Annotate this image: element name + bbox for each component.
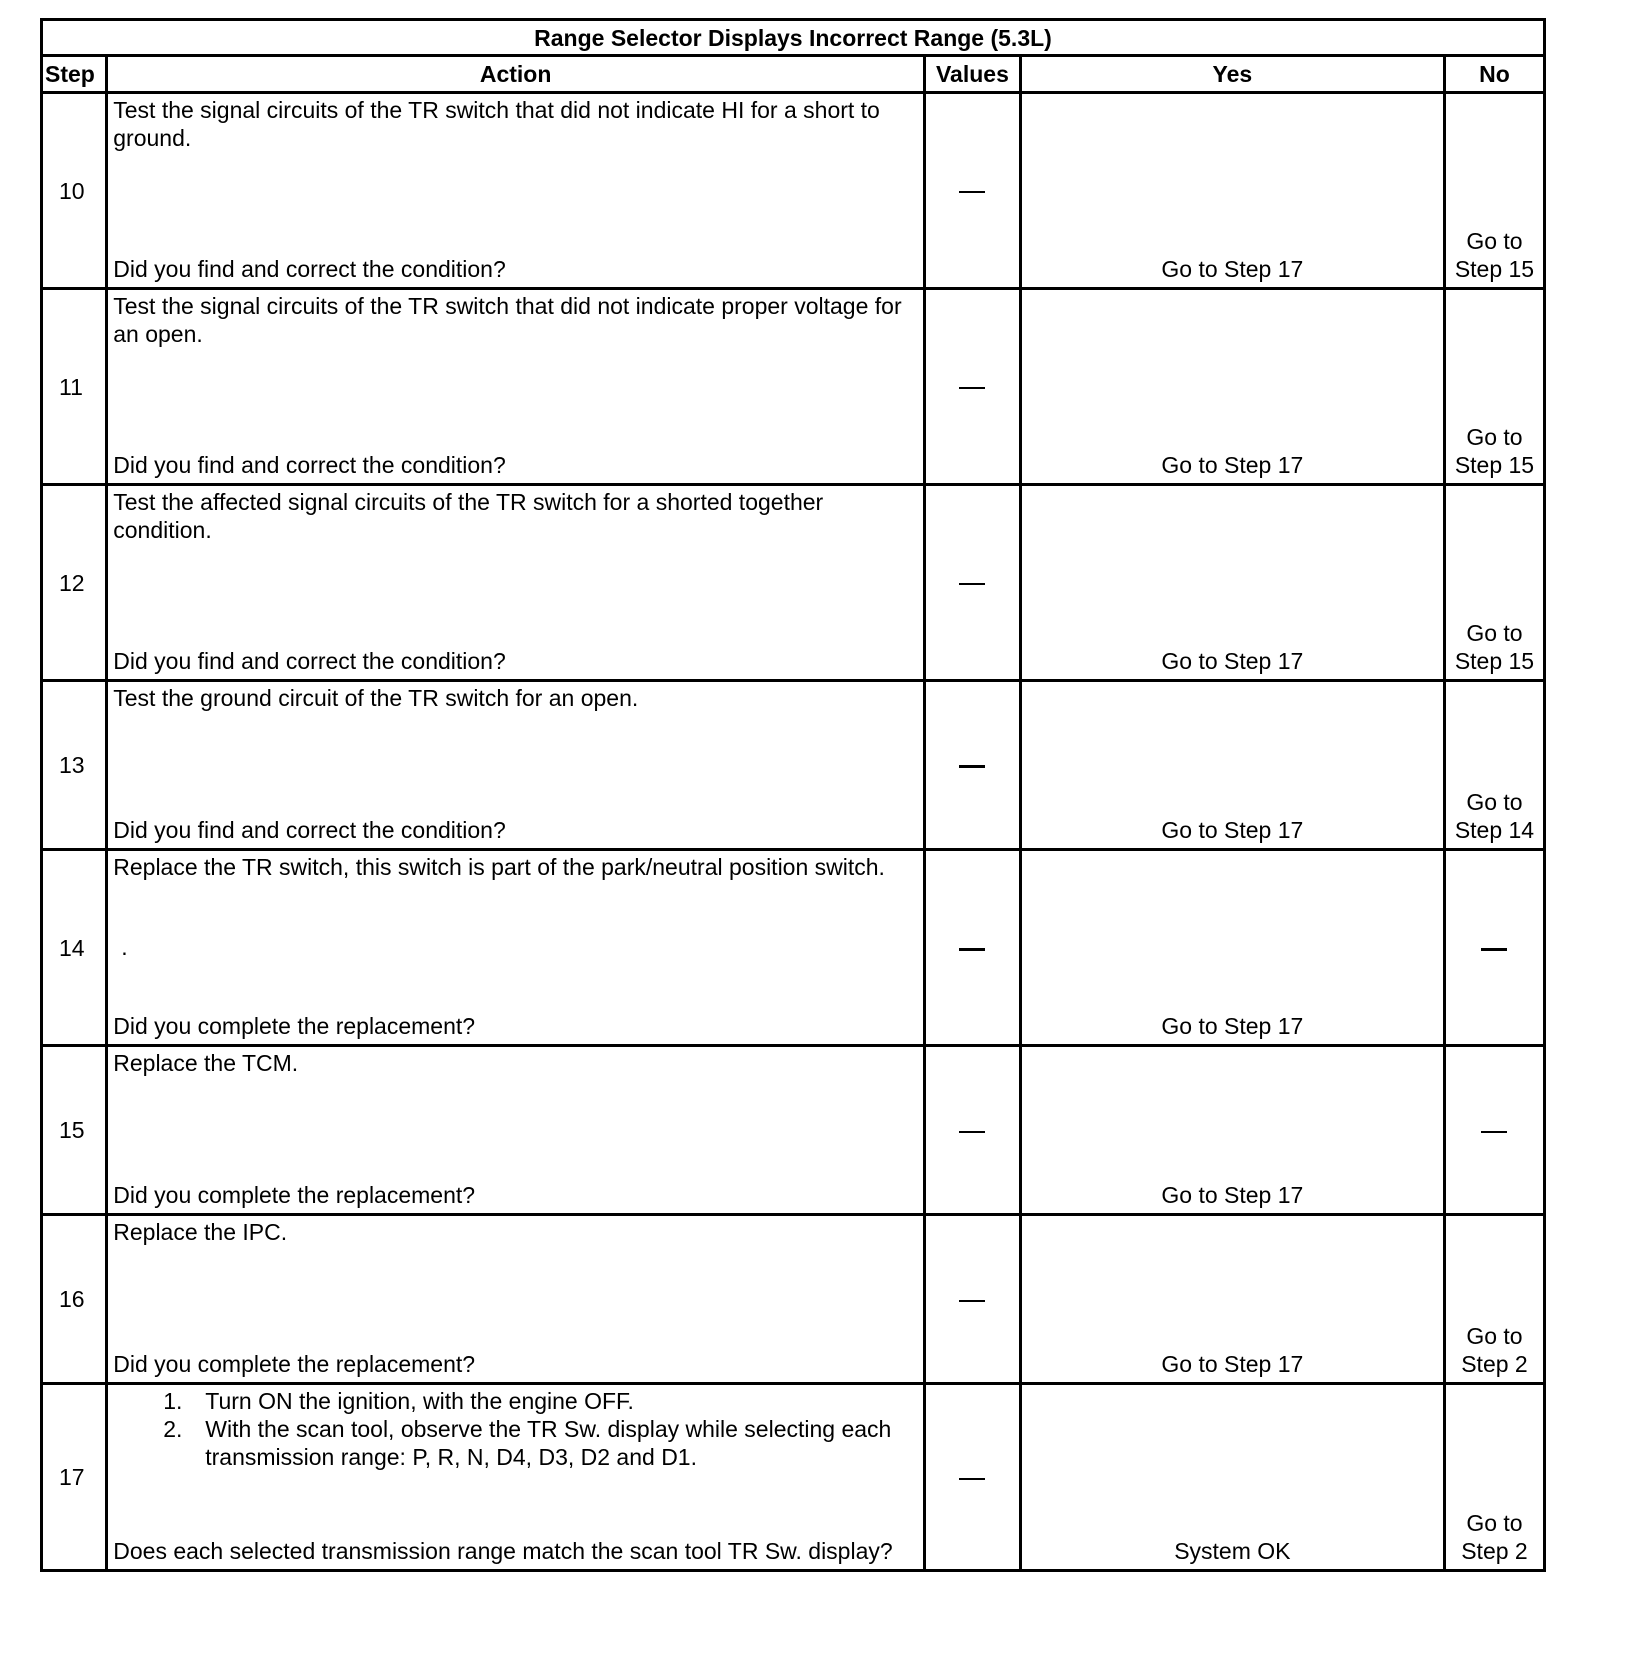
list-item-number: 1. bbox=[163, 1388, 183, 1414]
action-question: Did you find and correct the condition? bbox=[113, 817, 506, 843]
yes-result: Go to Step 17 bbox=[1020, 1046, 1444, 1215]
step-number: 16 bbox=[42, 1215, 107, 1384]
step-number: 10 bbox=[42, 93, 107, 289]
action-steps-list bbox=[113, 1387, 917, 1471]
values-cell bbox=[925, 1384, 1021, 1571]
action-question: Did you complete the replacement? bbox=[113, 1351, 476, 1377]
no-result bbox=[1444, 850, 1544, 1046]
action-cell bbox=[107, 1046, 925, 1215]
step-number: 17 bbox=[42, 1384, 107, 1571]
action-cell bbox=[107, 93, 925, 289]
step-number: 13 bbox=[42, 681, 107, 850]
values-cell bbox=[925, 681, 1021, 850]
list-item bbox=[163, 1415, 917, 1471]
action-text: Test the affected signal circuits of the TR switch for a shorted together condition. bbox=[113, 489, 824, 543]
action-question: Does each selected transmission range match the scan tool TR Sw. display? bbox=[113, 1538, 893, 1564]
action-text: Replace the TR switch, this switch is part of the park/neutral position switch. bbox=[113, 854, 885, 880]
list-item-number: 2. bbox=[163, 1416, 183, 1442]
dash-mark bbox=[959, 948, 985, 951]
values-cell bbox=[925, 93, 1021, 289]
values-cell bbox=[925, 1046, 1021, 1215]
table-row bbox=[42, 1215, 1545, 1384]
action-cell bbox=[107, 1384, 925, 1571]
action-text: Test the signal circuits of the TR switch that did not indicate HI for a short to ground. bbox=[113, 97, 880, 151]
header-values: Values bbox=[925, 56, 1021, 93]
action-question: Did you find and correct the condition? bbox=[113, 648, 506, 674]
table-row bbox=[42, 93, 1545, 289]
table-row bbox=[42, 289, 1545, 485]
action-question: Did you find and correct the condition? bbox=[113, 256, 506, 282]
step-number: 14 bbox=[42, 850, 107, 1046]
step-number: 12 bbox=[42, 485, 107, 681]
yes-result: System OK bbox=[1020, 1384, 1444, 1571]
action-cell bbox=[107, 681, 925, 850]
dash-mark bbox=[959, 583, 985, 585]
yes-result: Go to Step 17 bbox=[1020, 289, 1444, 485]
action-note: . bbox=[121, 933, 128, 960]
no-result: Go to Step 14 bbox=[1444, 681, 1544, 850]
action-text: Test the signal circuits of the TR switch that did not indicate proper voltage for an open. bbox=[113, 293, 902, 347]
values-cell bbox=[925, 850, 1021, 1046]
table-row bbox=[42, 1046, 1545, 1215]
dash-mark bbox=[959, 1300, 985, 1302]
dash-mark bbox=[959, 387, 985, 389]
action-cell bbox=[107, 850, 925, 1046]
yes-result: Go to Step 17 bbox=[1020, 681, 1444, 850]
yes-result: Go to Step 17 bbox=[1020, 485, 1444, 681]
action-question: Did you find and correct the condition? bbox=[113, 452, 506, 478]
action-question: Did you complete the replacement? bbox=[113, 1182, 476, 1208]
no-result: Go to Step 15 bbox=[1444, 93, 1544, 289]
title-row bbox=[42, 20, 1545, 56]
action-cell bbox=[107, 1215, 925, 1384]
action-question: Did you complete the replacement? bbox=[113, 1013, 476, 1039]
dash-mark bbox=[959, 1478, 985, 1480]
action-text: Test the ground circuit of the TR switch for an open. bbox=[113, 685, 639, 711]
dash-mark bbox=[959, 765, 985, 768]
header-action: Action bbox=[107, 56, 925, 93]
table-row bbox=[42, 850, 1545, 1046]
no-result bbox=[1444, 1046, 1544, 1215]
table-row bbox=[42, 485, 1545, 681]
list-item bbox=[163, 1387, 917, 1415]
header-row bbox=[42, 56, 1545, 93]
values-cell bbox=[925, 1215, 1021, 1384]
yes-result: Go to Step 17 bbox=[1020, 850, 1444, 1046]
no-result: Go to Step 2 bbox=[1444, 1215, 1544, 1384]
dash-mark bbox=[959, 191, 985, 193]
header-step: Step bbox=[42, 56, 107, 93]
dash-mark bbox=[1481, 1131, 1507, 1133]
table-row bbox=[42, 1384, 1545, 1571]
no-result: Go to Step 15 bbox=[1444, 485, 1544, 681]
values-cell bbox=[925, 485, 1021, 681]
list-item-text: Turn ON the ignition, with the engine OFF. bbox=[205, 1388, 634, 1414]
values-cell bbox=[925, 289, 1021, 485]
yes-result: Go to Step 17 bbox=[1020, 1215, 1444, 1384]
table-row bbox=[42, 681, 1545, 850]
yes-result: Go to Step 17 bbox=[1020, 93, 1444, 289]
action-text: Replace the TCM. bbox=[113, 1050, 299, 1076]
action-text: Replace the IPC. bbox=[113, 1219, 288, 1245]
action-cell bbox=[107, 289, 925, 485]
step-number: 11 bbox=[42, 289, 107, 485]
step-number: 15 bbox=[42, 1046, 107, 1215]
no-result: Go to Step 2 bbox=[1444, 1384, 1544, 1571]
no-result: Go to Step 15 bbox=[1444, 289, 1544, 485]
table-title: Range Selector Displays Incorrect Range (5.3L) bbox=[42, 20, 1545, 56]
header-no: No bbox=[1444, 56, 1544, 93]
action-cell bbox=[107, 485, 925, 681]
dash-mark bbox=[959, 1131, 985, 1133]
header-yes: Yes bbox=[1020, 56, 1444, 93]
dash-mark bbox=[1481, 948, 1507, 951]
diagnostic-table bbox=[40, 18, 1546, 1572]
list-item-text: With the scan tool, observe the TR Sw. display while selecting each transmission range: P, R, N, D4, D3, D2 and D1. bbox=[205, 1416, 892, 1470]
